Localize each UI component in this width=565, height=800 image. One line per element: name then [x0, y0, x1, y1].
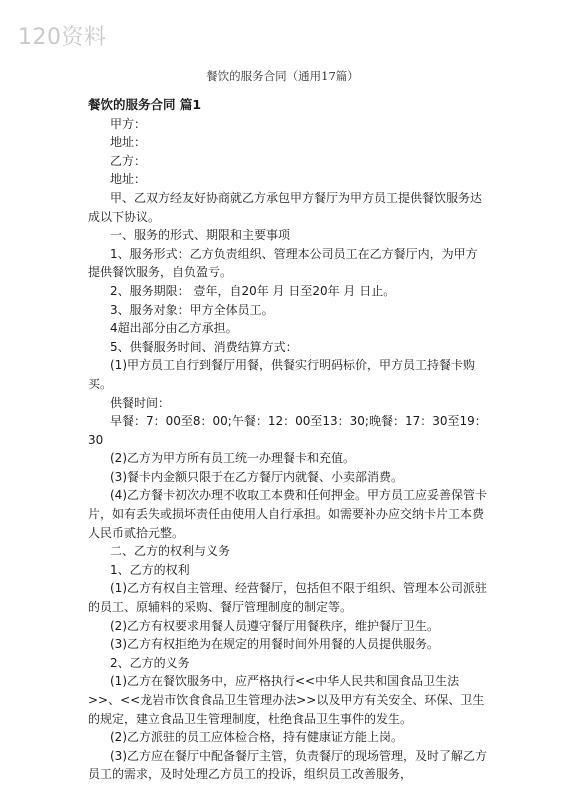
document-title: 餐饮的服务合同（通用17篇）: [206, 69, 359, 83]
watermark-logo: 120资料: [18, 25, 107, 50]
paragraph-intro: 甲、乙双方经友好协商就乙方承包甲方餐厅为甲方员工提供餐饮服务达成以下协议。: [88, 190, 483, 224]
document-body: [88, 96, 488, 784]
party-b-label: 乙方：: [110, 153, 147, 168]
party-a-address-label: 地址：: [110, 135, 147, 150]
clause-card-limit: (3)餐卡内金额只限于在乙方餐厅内就餐、小卖部消费。: [110, 469, 404, 484]
clause-meal-time-heading: 5、供餐服务时间、消费结算方式：: [110, 339, 298, 354]
right-management: (1)乙方有权自主管理、经营餐厅，包括但不限于组织、管理本公司派驻的员工、原辅料的采购、餐厅管理制度的制定等。: [88, 581, 488, 615]
right-refuse: (3)乙方有权拒绝为在规定的用餐时间外用餐的人员提供服务。: [110, 637, 440, 652]
heading-rights-duties: 二、乙方的权利与义务: [110, 544, 231, 559]
heading-duties: 2、乙方的义务: [110, 655, 190, 670]
meal-time-schedule: 早餐：7：00至8：00;午餐：12：00至13：30;晚餐：17：30至19：30: [88, 414, 487, 447]
clause-service-target: 3、服务对象：甲方全体员工。: [110, 302, 274, 317]
duty-health-check: (2)乙方派驻的员工应体检合格，持有健康证方能上岗。: [110, 730, 404, 745]
clause-meal-payment: (1)甲方员工自行到餐厅用餐，供餐实行明码标价，甲方员工持餐卡购买。: [88, 358, 476, 391]
clause-card-issue: (2)乙方为甲方所有员工统一办理餐卡和充值。: [110, 451, 355, 466]
duty-supervisor: (3)乙方应在餐厅中配备餐厅主管，负责餐厅的现场管理，及时了解乙方员工的需求，及时处理乙方员工的投诉，组织员工改善服务，: [88, 748, 488, 782]
right-order: (2)乙方有权要求用餐人员遵守餐厅用餐秩序，维护餐厅卫生。: [110, 618, 440, 633]
clause-service-period: 2、服务期限： 壹年，自20年 月 日至20年 月 日止。: [110, 283, 396, 298]
party-b-address-label: 地址：: [110, 172, 147, 187]
party-a-label: 甲方：: [110, 116, 147, 131]
meal-time-label: 供餐时间：: [110, 395, 171, 410]
clause-service-form: 1、服务形式：乙方负责组织、管理本公司员工在乙方餐厅内，为甲方提供餐饮服务，自负盈亏。: [88, 246, 478, 280]
heading-service-form: 一、服务的形式、期限和主要事项: [110, 228, 291, 243]
clause-excess: 4超出部分由乙方承担。: [110, 321, 238, 336]
section-title: 餐饮的服务合同 篇1: [88, 97, 202, 112]
duty-food-safety: (1)乙方在餐饮服务中，应严格执行<<中华人民共和国食品卫生法>>、<<龙岩市饮食食品卫生管理办法>>以及甲方有关安全、环保、卫生的规定，建立食品卫生管理制度，杜绝食品卫生事件的发生。: [88, 674, 485, 726]
clause-card-fee: (4)乙方餐卡初次办理不收取工本费和任何押金。甲方员工应妥善保管卡片，如有丢失或损坏责任由使用人自行承担。如需要补办应交纳卡片工本费人民币贰拾元整。: [88, 488, 488, 540]
heading-rights: 1、乙方的权利: [110, 562, 190, 577]
